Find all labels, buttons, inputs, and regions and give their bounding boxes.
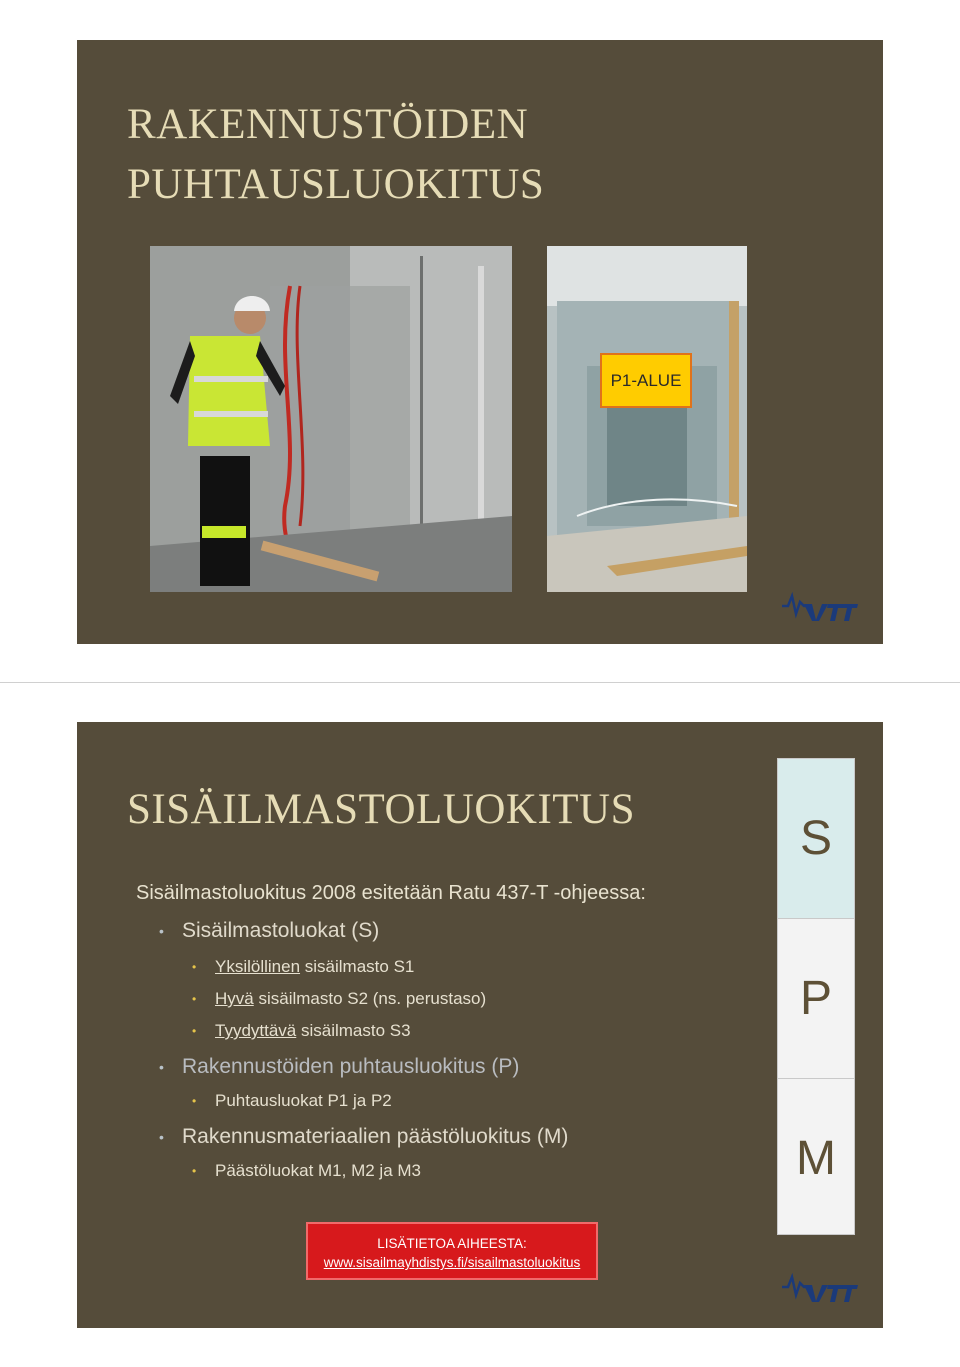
more-info-box[interactable] — [306, 1222, 598, 1280]
more-info-label: LISÄTIETOA AIHEESTA: — [377, 1236, 527, 1251]
m-item: • Päästöluokat M1, M2 ja M3 — [159, 1160, 779, 1182]
s1-item — [159, 956, 779, 978]
p-item: • Puhtausluokat P1 ja P2 — [159, 1090, 779, 1112]
s-heading: • Sisäilmastoluokat (S) — [159, 918, 779, 944]
m-heading: • Rakennusmateriaalien päästöluokitus (M) — [159, 1124, 779, 1150]
s2-item — [159, 988, 779, 1010]
s2-text: sisäilmasto S2 (ns. perustaso) — [253, 989, 487, 1008]
worker-photo — [150, 246, 512, 592]
s1-text: sisäilmasto S1 — [300, 957, 415, 976]
slide-title: SISÄILMASTOLUOKITUS — [127, 786, 636, 833]
intro-text: Sisäilmastoluokitus 2008 esitetään Ratu 437-T -ohjeessa: — [136, 882, 646, 904]
s3-item — [159, 1020, 779, 1042]
slide-1 — [77, 40, 883, 644]
p1-area-photo — [547, 246, 747, 592]
vtt-logo — [782, 1273, 858, 1303]
page-divider — [0, 682, 960, 683]
more-info-link[interactable]: www.sisailmayhdistys.fi/sisailmastoluokitus — [323, 1255, 581, 1270]
m-cell: M — [796, 1132, 836, 1185]
s1-link[interactable]: Yksilöllinen — [215, 957, 301, 976]
slide-2 — [77, 722, 883, 1328]
p1-area-label: P1-ALUE — [600, 353, 692, 408]
p-heading: • Rakennustöiden puhtausluokitus (P) — [159, 1054, 779, 1080]
s2-link[interactable]: Hyvä — [215, 989, 254, 1008]
s-cell: S — [778, 759, 854, 918]
slide-title — [127, 95, 544, 215]
spm-classification-column — [777, 758, 855, 1235]
s3-text: sisäilmasto S3 — [296, 1021, 411, 1040]
bullet-list — [159, 918, 779, 1182]
vtt-logo — [782, 592, 858, 622]
s3-link[interactable]: Tyydyttävä — [215, 1021, 297, 1040]
title-line-1: RAKENNUSTÖIDEN — [127, 101, 529, 148]
title-line-2: PUHTAUSLUOKITUS — [127, 161, 545, 208]
p-cell: P — [778, 918, 854, 1079]
